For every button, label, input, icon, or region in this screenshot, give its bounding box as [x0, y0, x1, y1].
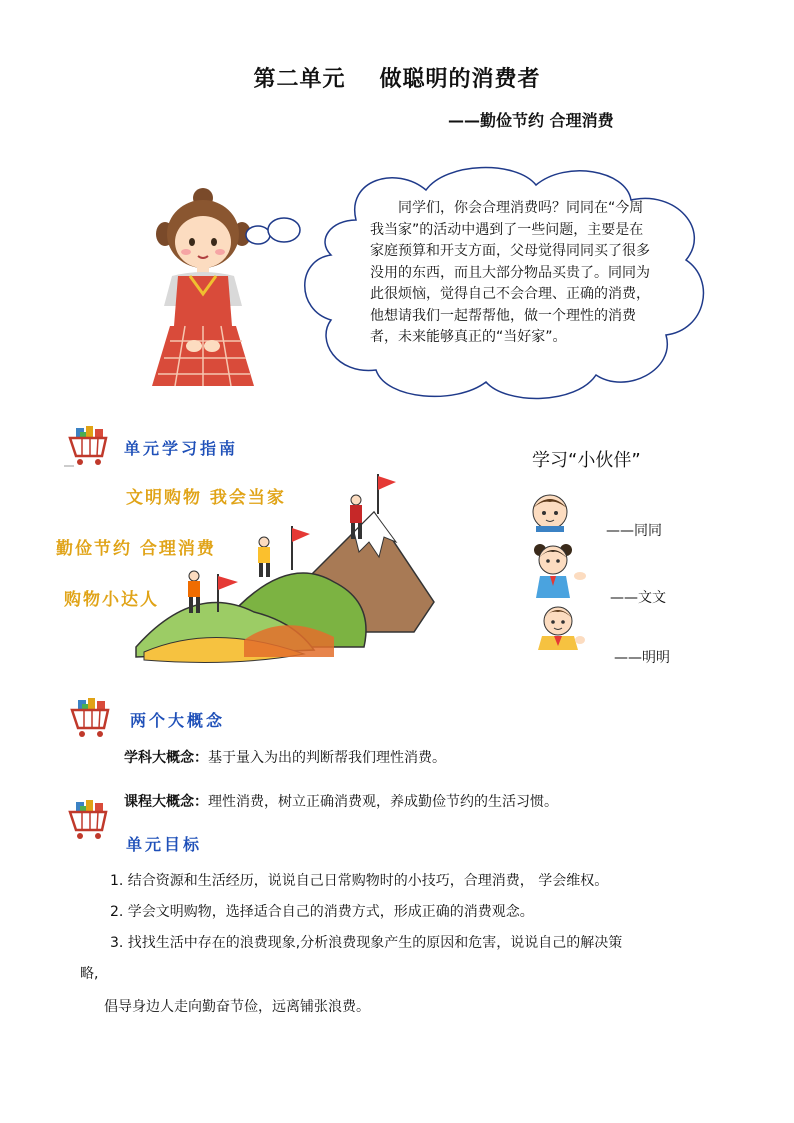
course-concept-label: 课程大概念：	[124, 794, 208, 810]
page-title	[0, 62, 794, 93]
goals-heading: 单元目标	[126, 835, 203, 854]
unit-label: 第二单元	[253, 67, 346, 92]
goal-item-2: 2. 学会文明购物，选择适合自己的消费方式，形成正确的消费观念。	[110, 904, 534, 920]
unit-title: 做聪明的消费者	[379, 67, 541, 92]
concepts-heading: 两个大概念	[130, 711, 226, 730]
intro-paragraph: 同学们，你会合理消费吗？同同在“今周我当家”的活动中遇到了一些问题，主要是在家庭预算和开支方面，父母觉得同同买了很多没用的东西，而且大部分物品买贵了。同同为此很烦恼，觉得自己不会合理、正确的消费，他想请我们一起帮帮他，做一个理性的消费者，未来能够真正的“当好家”。	[370, 200, 650, 345]
shopping-cart-icon	[64, 426, 112, 468]
guide-line-1: 文明购物 我会当家	[126, 488, 286, 508]
avatar-mingming	[536, 604, 588, 650]
subject-concept-label: 学科大概念：	[124, 750, 208, 766]
guide-heading: 单元学习指南	[124, 439, 239, 458]
partners-title: 学习“小伙伴”	[532, 450, 641, 471]
mountain-climbers-illustration	[134, 472, 444, 664]
goal-extra: 倡导身边人走向勤奋节俭，远离铺张浪费。	[104, 999, 370, 1015]
guide-line-2: 勤俭节约 合理消费	[56, 539, 216, 559]
page-subtitle: ——勤俭节约 合理消费	[448, 111, 614, 130]
subject-concept-text: 基于量入为出的判断帮我们理性消费。	[208, 750, 446, 766]
goal-item-3-continued: 略,	[80, 966, 99, 982]
goal-item-3: 3. 找找生活中存在的浪费现象,分析浪费现象产生的原因和危害，说说自己的解决策	[110, 935, 623, 951]
partner-name-2: ——文文	[610, 590, 666, 606]
avatar-wenwen	[530, 540, 592, 598]
goal-item-1: 1. 结合资源和生活经历，说说自己日常购物时的小技巧，合理消费， 学会维权。	[110, 873, 609, 889]
subject-concept	[124, 747, 446, 767]
guide-line-3: 购物小达人	[64, 590, 159, 610]
partner-name-1: ——同同	[606, 523, 662, 539]
shopping-cart-icon	[64, 800, 112, 842]
shopping-cart-icon	[66, 698, 114, 740]
avatar-tongtong	[526, 492, 576, 532]
course-concept	[124, 791, 558, 811]
partner-name-3: ——明明	[614, 650, 670, 666]
course-concept-text: 理性消费，树立正确消费观，养成勤俭节约的生活习惯。	[208, 794, 558, 810]
